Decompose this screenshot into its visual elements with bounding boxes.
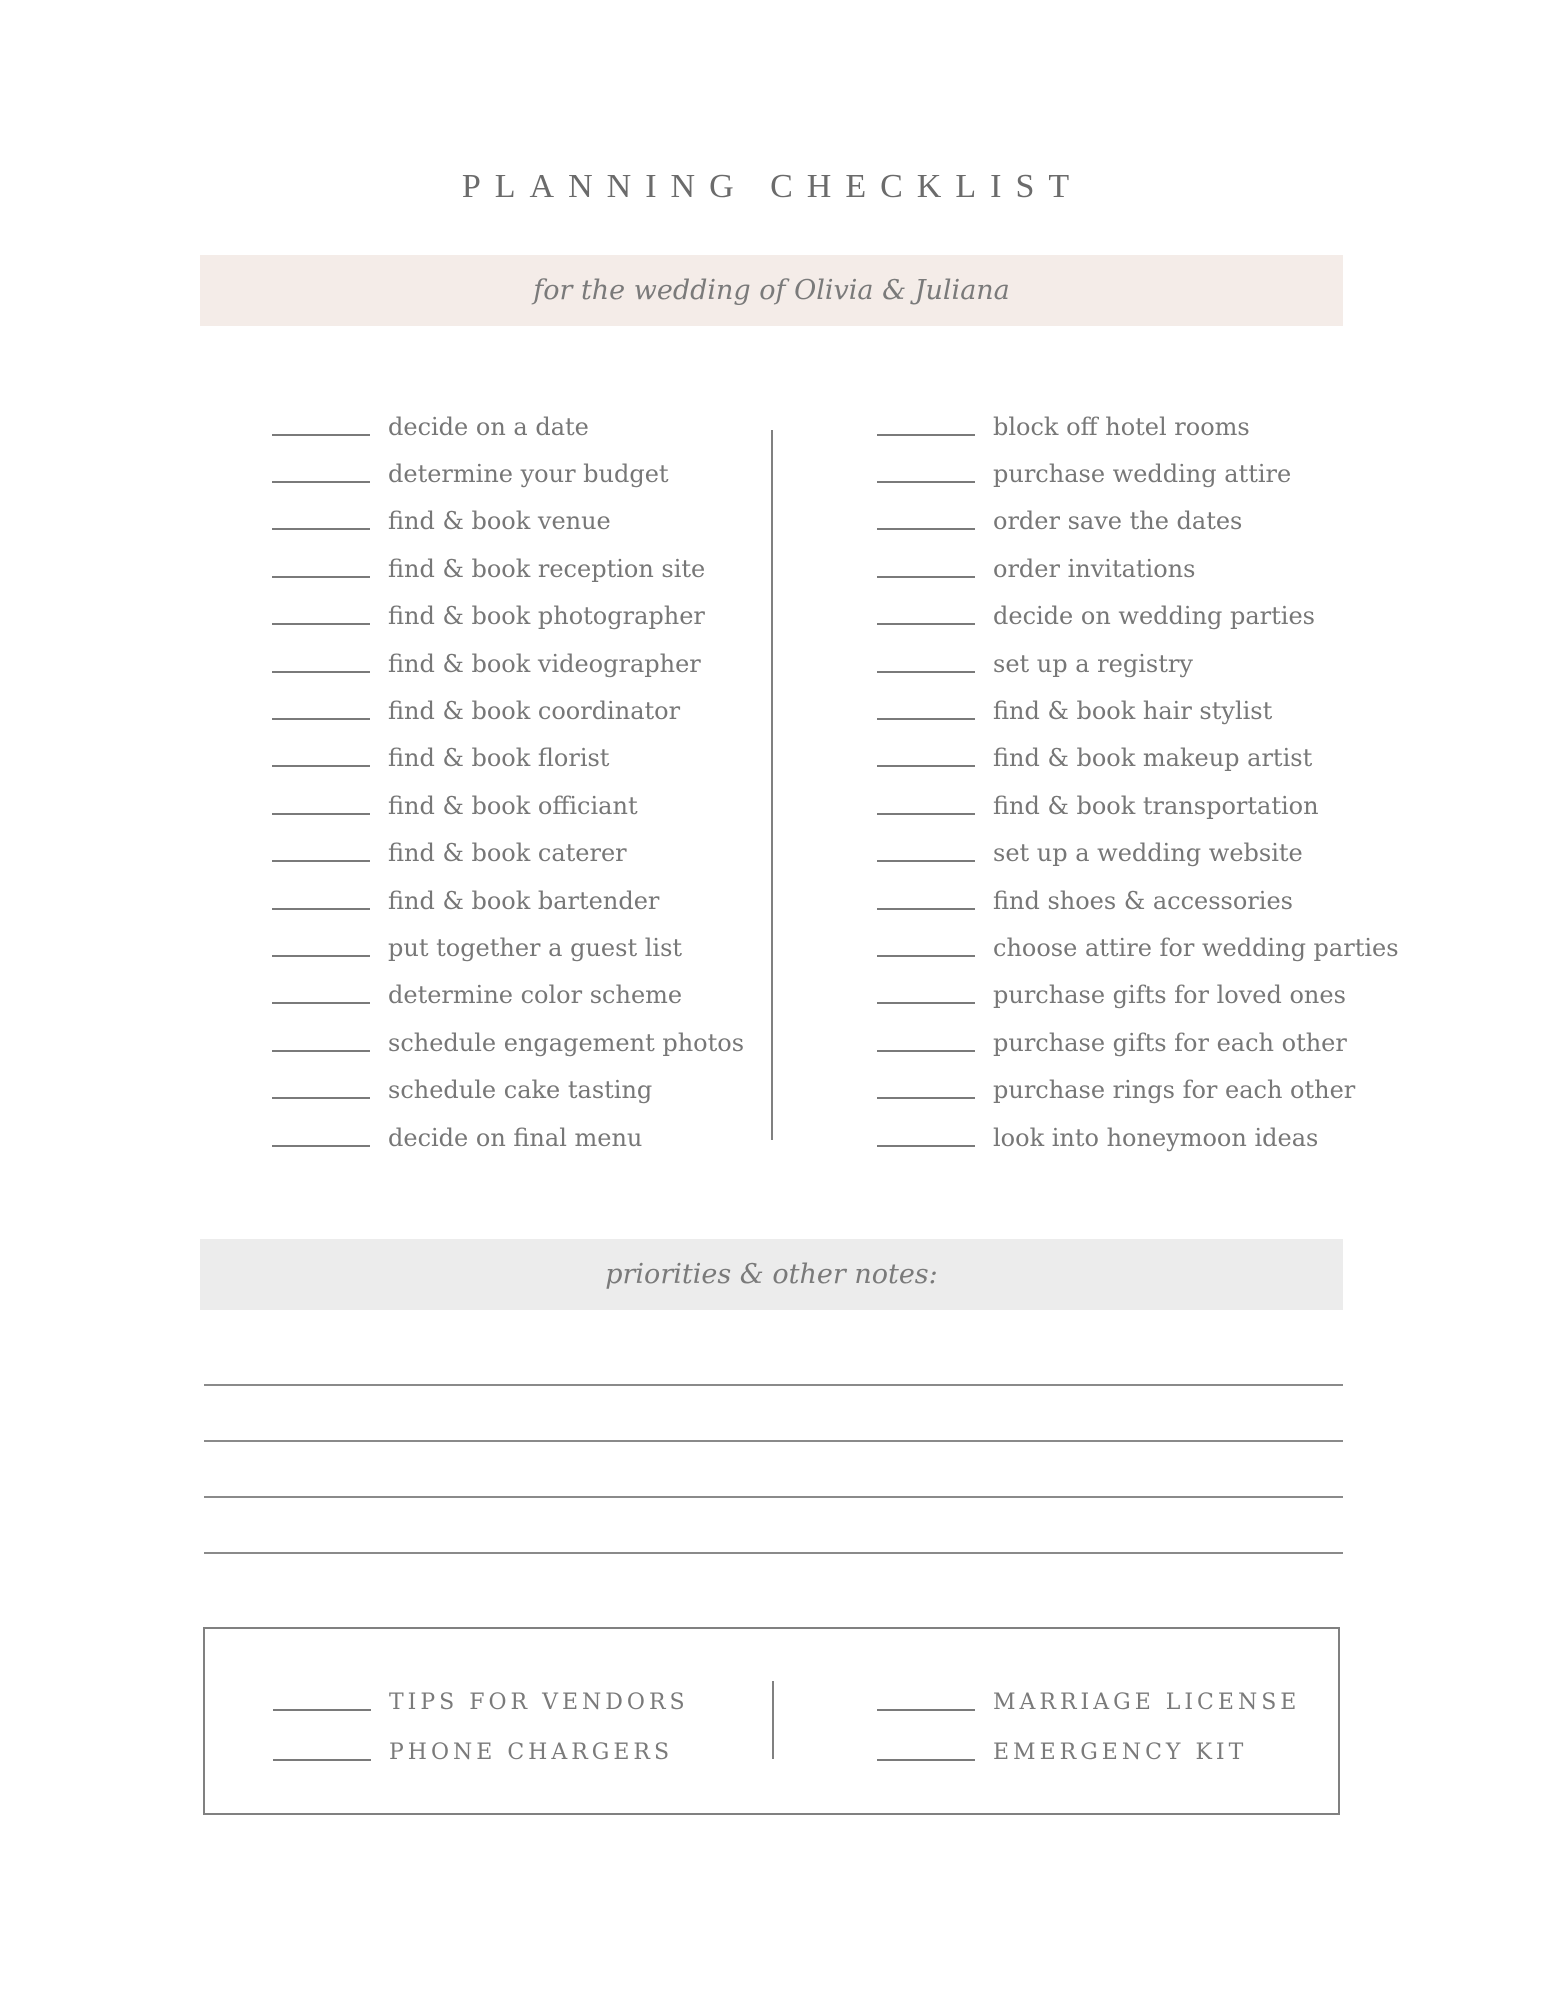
box-divider <box>772 1681 774 1759</box>
subtitle-banner <box>200 255 1343 326</box>
checkbox-line[interactable] <box>877 1759 975 1761</box>
checklist-item <box>877 830 1399 877</box>
checklist-item <box>272 1114 744 1161</box>
checkbox-line[interactable] <box>877 528 975 530</box>
checkbox-line[interactable] <box>877 434 975 436</box>
checkbox-line[interactable] <box>272 1050 370 1052</box>
checklist-item-label: find & book makeup artist <box>993 744 1313 773</box>
checklist-item <box>272 877 744 924</box>
checklist-item-label: decide on final menu <box>388 1123 643 1152</box>
checklist-item-label: order save the dates <box>993 507 1243 536</box>
checklist-item-label: decide on a date <box>388 412 589 441</box>
checklist-item <box>272 498 744 545</box>
checklist-item <box>272 1019 744 1066</box>
checkbox-line[interactable] <box>272 1097 370 1099</box>
checklist-item <box>272 924 744 971</box>
checklist-item <box>877 498 1399 545</box>
checklist-item <box>272 830 744 877</box>
checklist-item <box>877 687 1399 734</box>
checklist-item-label: find & book hair stylist <box>993 697 1273 726</box>
checkbox-line[interactable] <box>877 860 975 862</box>
checklist-item-label: find & book coordinator <box>388 697 681 726</box>
checklist-item-label: set up a registry <box>993 649 1193 678</box>
checkbox-line[interactable] <box>272 481 370 483</box>
checkbox-line[interactable] <box>877 955 975 957</box>
notes-banner <box>200 1239 1343 1310</box>
checklist-item-label: find & book transportation <box>993 791 1319 820</box>
box-item <box>877 1727 1300 1777</box>
checklist-item <box>877 972 1399 1019</box>
checklist-item <box>272 403 744 450</box>
checklist-item-label: find shoes & accessories <box>993 886 1293 915</box>
checkbox-line[interactable] <box>877 765 975 767</box>
checklist-item-label: purchase gifts for each other <box>993 1028 1347 1057</box>
checklist-item <box>272 450 744 497</box>
checklist-item-label: find & book videographer <box>388 649 701 678</box>
checklist-item-label: find & book photographer <box>388 602 705 631</box>
checklist-item-label: set up a wedding website <box>993 839 1303 868</box>
checklist-item <box>877 924 1399 971</box>
day-of-box <box>203 1627 1340 1815</box>
checkbox-line[interactable] <box>877 718 975 720</box>
checklist-item <box>272 782 744 829</box>
checkbox-line[interactable] <box>273 1709 371 1711</box>
checkbox-line[interactable] <box>273 1759 371 1761</box>
box-item <box>877 1677 1300 1727</box>
checklist-item-label: purchase rings for each other <box>993 1076 1356 1105</box>
checkbox-line[interactable] <box>272 908 370 910</box>
checklist-item-label: schedule engagement photos <box>388 1028 745 1057</box>
column-divider <box>771 430 773 1140</box>
checkbox-line[interactable] <box>272 860 370 862</box>
notes-heading: priorities & other notes: <box>605 1259 938 1290</box>
box-item-label: TIPS FOR VENDORS <box>389 1689 689 1715</box>
checklist-item <box>272 972 744 1019</box>
checklist-item-label: find & book bartender <box>388 886 660 915</box>
checkbox-line[interactable] <box>877 813 975 815</box>
checklist-item <box>877 403 1399 450</box>
checkbox-line[interactable] <box>272 765 370 767</box>
checklist-item-label: purchase gifts for loved ones <box>993 981 1346 1010</box>
checkbox-line[interactable] <box>877 1050 975 1052</box>
checklist-item-label: find & book florist <box>388 744 610 773</box>
checklist-item <box>877 450 1399 497</box>
checklist-item <box>272 735 744 782</box>
checkbox-line[interactable] <box>877 576 975 578</box>
checklist-right-column <box>877 403 1399 1161</box>
checklist-item <box>272 593 744 640</box>
checklist-item <box>272 687 744 734</box>
note-line[interactable] <box>204 1440 1343 1442</box>
box-item-label: EMERGENCY KIT <box>993 1739 1248 1765</box>
box-item <box>273 1677 689 1727</box>
checkbox-line[interactable] <box>877 1097 975 1099</box>
checkbox-line[interactable] <box>272 955 370 957</box>
checklist-item-label: put together a guest list <box>388 933 683 962</box>
checklist-item-label: choose attire for wedding parties <box>993 933 1399 962</box>
checklist-item-label: schedule cake tasting <box>388 1076 653 1105</box>
checklist-item <box>877 1019 1399 1066</box>
subtitle-text: for the wedding of Olivia & Juliana <box>533 275 1010 306</box>
checklist-item-label: purchase wedding attire <box>993 460 1292 489</box>
checklist-item <box>877 782 1399 829</box>
checkbox-line[interactable] <box>272 623 370 625</box>
page-title: PLANNING CHECKLIST <box>461 168 1084 205</box>
checklist-item <box>877 877 1399 924</box>
checklist-item-label: find & book reception site <box>388 554 706 583</box>
checkbox-line[interactable] <box>272 576 370 578</box>
note-line[interactable] <box>204 1496 1343 1498</box>
box-left-column <box>273 1677 689 1777</box>
checkbox-line[interactable] <box>877 1002 975 1004</box>
checklist-item-label: find & book venue <box>388 507 611 536</box>
checkbox-line[interactable] <box>877 481 975 483</box>
checkbox-line[interactable] <box>272 718 370 720</box>
checkbox-line[interactable] <box>877 623 975 625</box>
note-line[interactable] <box>204 1384 1343 1386</box>
checklist-item-label: find & book caterer <box>388 839 627 868</box>
box-item <box>273 1727 689 1777</box>
checklist-item-label: find & book officiant <box>388 791 638 820</box>
checkbox-line[interactable] <box>272 434 370 436</box>
checklist-item-label: decide on wedding parties <box>993 602 1315 631</box>
checkbox-line[interactable] <box>877 671 975 673</box>
checklist-item <box>877 735 1399 782</box>
box-right-column <box>877 1677 1300 1777</box>
checkbox-line[interactable] <box>272 1145 370 1147</box>
checkbox-line[interactable] <box>272 671 370 673</box>
checklist-item-label: look into honeymoon ideas <box>993 1123 1319 1152</box>
box-item-label: MARRIAGE LICENSE <box>993 1689 1301 1715</box>
checkbox-line[interactable] <box>272 528 370 530</box>
checkbox-line[interactable] <box>272 1002 370 1004</box>
checklist-item <box>272 545 744 592</box>
checklist-item <box>272 1066 744 1113</box>
checklist-left-column <box>272 403 744 1161</box>
checkbox-line[interactable] <box>877 1145 975 1147</box>
checklist-item <box>877 593 1399 640</box>
checkbox-line[interactable] <box>272 813 370 815</box>
checklist-item <box>877 1066 1399 1113</box>
box-item-label: PHONE CHARGERS <box>389 1739 674 1765</box>
checklist-item-label: order invitations <box>993 554 1196 583</box>
checkbox-line[interactable] <box>877 908 975 910</box>
checklist-item <box>877 545 1399 592</box>
checklist-item <box>272 640 744 687</box>
checklist-item-label: determine color scheme <box>388 981 683 1010</box>
checklist-item-label: block off hotel rooms <box>993 412 1250 441</box>
checklist-item-label: determine your budget <box>388 460 669 489</box>
checkbox-line[interactable] <box>877 1709 975 1711</box>
note-line[interactable] <box>204 1552 1343 1554</box>
checklist-item <box>877 1114 1399 1161</box>
checklist-item <box>877 640 1399 687</box>
